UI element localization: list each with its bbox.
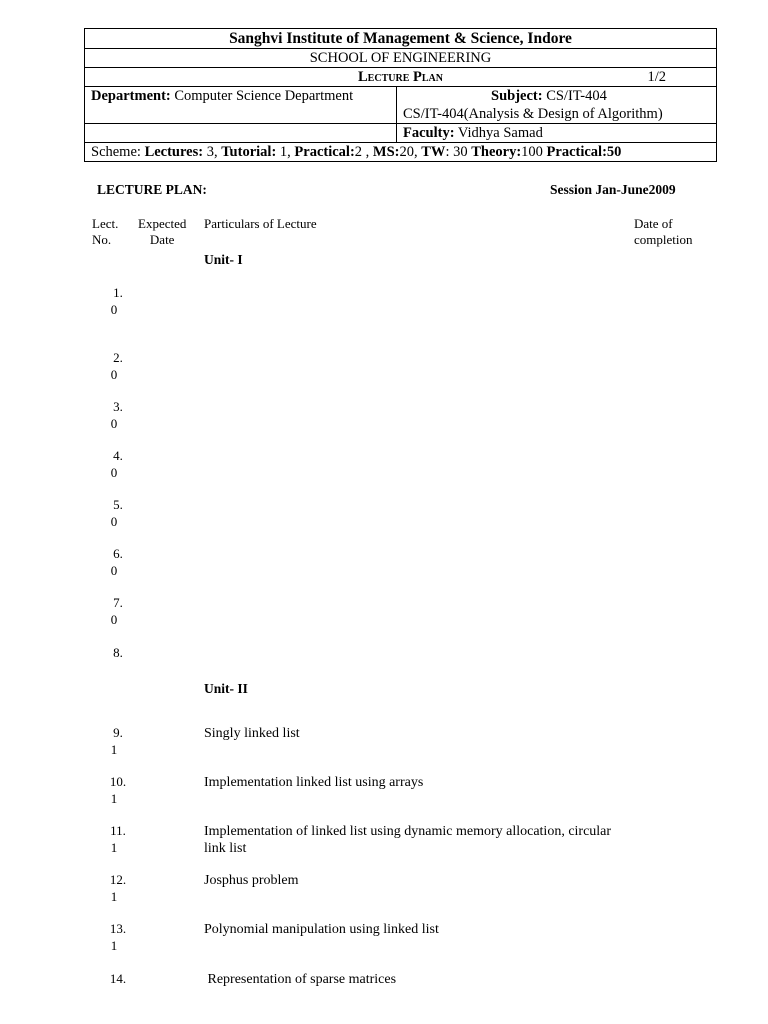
empty-cell — [85, 124, 397, 143]
lecture-number — [100, 350, 136, 383]
col-date-line1: Expected — [138, 216, 187, 231]
doc-title-cell — [85, 68, 717, 87]
lecture-number-main: 1. — [113, 285, 123, 300]
col-done-line1: Date of — [634, 216, 673, 231]
tw-value: : 30 — [445, 144, 468, 160]
lecture-number — [100, 645, 136, 662]
lecture-number-main: 13. — [109, 921, 127, 936]
subject-cell — [397, 87, 717, 124]
institute-name: Sanghvi Institute of Management & Science, Indore — [85, 29, 717, 49]
lecture-number-sub: 0 — [110, 612, 118, 627]
ms-value: 20, — [399, 144, 418, 160]
lectures-label: Lectures: — [144, 144, 204, 160]
lecture-number-main: 4. — [113, 448, 123, 463]
lecture-number-main: 2. — [113, 350, 123, 365]
header-table — [84, 28, 717, 162]
lecture-number-sub: 0 — [110, 416, 118, 431]
department-label: Department: — [91, 88, 171, 104]
page-number: 1/2 — [647, 69, 666, 85]
faculty-label: Faculty: — [403, 125, 455, 141]
lecture-number-sub: 1 — [110, 889, 118, 904]
lecture-number — [100, 725, 136, 758]
lecture-number — [100, 448, 136, 481]
tutorial-value: 1, — [279, 144, 291, 160]
theory-label: Theory: — [471, 144, 522, 160]
col-no-line2: No. — [92, 232, 112, 247]
column-header-expected-date — [138, 216, 186, 248]
lecture-number — [100, 546, 136, 579]
lecture-number-main: 6. — [113, 546, 123, 561]
column-header-particulars: Particulars of Lecture — [204, 216, 317, 231]
subject-full: CS/IT-404(Analysis & Design of Algorithm) — [403, 106, 663, 122]
col-date-line2: Date — [149, 232, 175, 247]
column-header-completion — [634, 216, 693, 248]
lecture-number-main: 3. — [113, 399, 123, 414]
lecture-number-main: 7. — [113, 595, 123, 610]
col-done-line2: completion — [634, 232, 693, 247]
lecture-topic: Josphus problem — [204, 873, 299, 888]
lecture-plan-heading: LECTURE PLAN: — [97, 182, 207, 197]
tw-label: TW — [421, 144, 446, 160]
lecture-number — [100, 872, 136, 905]
lecture-topic: Implementation linked list using arrays — [204, 775, 424, 790]
lecture-number-sub: 0 — [110, 302, 118, 317]
lecture-number — [100, 285, 136, 318]
theory-value: 100 — [521, 144, 543, 160]
practical-label: Practical: — [294, 144, 355, 160]
department-value: Computer Science Department — [174, 88, 354, 104]
lecture-number — [100, 595, 136, 628]
lecture-number-main: 8. — [113, 645, 123, 660]
lecture-number — [100, 823, 136, 856]
practical-value: 2 , — [354, 144, 370, 160]
lecture-number-sub: 0 — [110, 563, 118, 578]
lecture-number-main: 12. — [109, 872, 127, 887]
unit-1-label: Unit- I — [204, 252, 243, 267]
practical2-value: 50 — [606, 144, 622, 160]
ms-label: MS: — [372, 144, 400, 160]
lecture-number-main: 5. — [113, 497, 123, 512]
subject-code: CS/IT-404 — [546, 88, 607, 104]
school-name: SCHOOL OF ENGINEERING — [85, 49, 717, 68]
lecture-number-sub: 1 — [110, 938, 118, 953]
faculty-cell — [397, 124, 717, 143]
lectures-value: 3, — [206, 144, 218, 160]
lecture-number — [100, 921, 136, 954]
session-label: Session Jan-June2009 — [550, 182, 676, 197]
lecture-topic: Singly linked list — [204, 726, 300, 741]
lecture-number-sub: 1 — [110, 791, 118, 806]
lecture-number-sub: 0 — [110, 367, 118, 382]
unit-2-label: Unit- II — [204, 681, 248, 696]
col-no-line1: Lect. — [92, 216, 119, 231]
lecture-number-sub: 0 — [110, 514, 118, 529]
scheme-label: Scheme: — [91, 144, 141, 160]
column-header-lect-no — [92, 216, 118, 248]
lecture-number — [100, 399, 136, 432]
lecture-number-sub: 1 — [110, 742, 118, 757]
lecture-topic: Representation of sparse matrices — [204, 972, 397, 987]
lecture-number-main: 10. — [109, 774, 127, 789]
lecture-number-main: 11. — [110, 823, 126, 838]
scheme-cell — [85, 143, 717, 162]
lecture-number — [100, 971, 136, 988]
doc-title: Lecture Plan — [358, 69, 443, 85]
department-cell — [85, 87, 397, 124]
lecture-number — [100, 497, 136, 530]
tutorial-label: Tutorial: — [221, 144, 277, 160]
lecture-topic: Implementation of linked list using dynamic memory allocation, circular link list — [204, 824, 612, 856]
lecture-number-main: 9. — [113, 725, 123, 740]
lecture-number — [100, 774, 136, 807]
lecture-number-sub: 0 — [110, 465, 118, 480]
lecture-number-sub: 1 — [110, 840, 118, 855]
faculty-value: Vidhya Samad — [457, 125, 543, 141]
lecture-topic: Polynomial manipulation using linked list — [204, 922, 439, 937]
practical2-label: Practical: — [546, 144, 607, 160]
subject-label: Subject: — [491, 88, 543, 104]
lecture-number-main: 14. — [109, 971, 127, 986]
